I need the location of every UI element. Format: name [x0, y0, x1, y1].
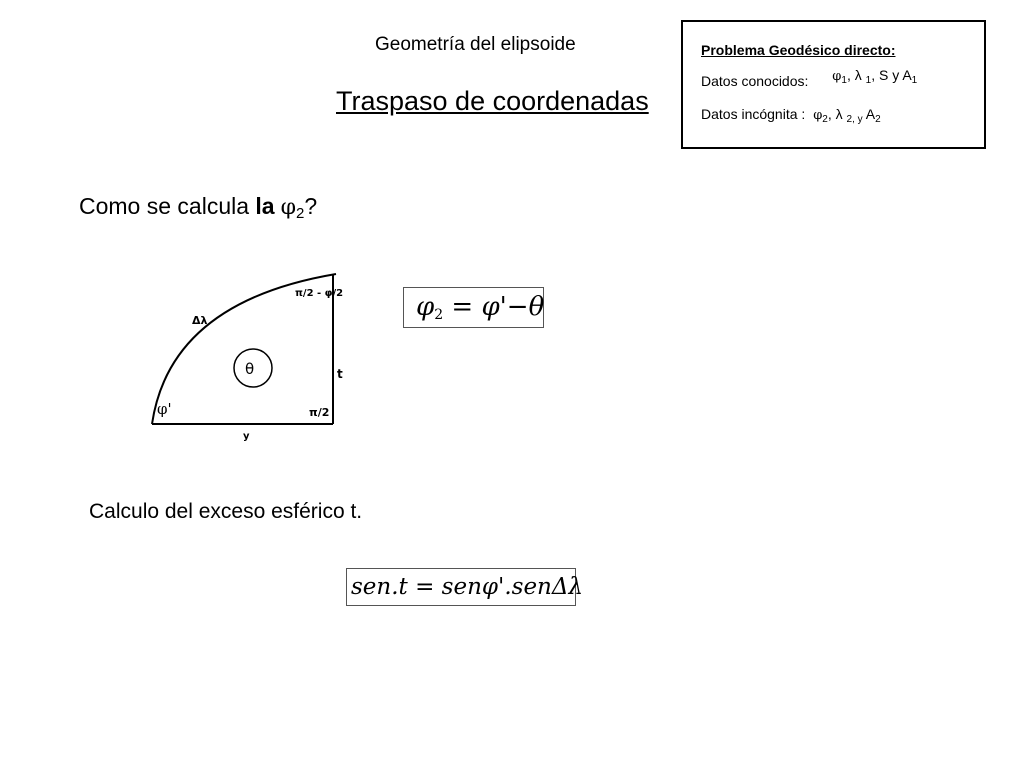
pi-half-label: π/2: [309, 406, 330, 419]
known-values: $\varphi_1$, λ $_1$, S y $A_1$: [832, 67, 918, 86]
y-label: y: [243, 431, 250, 442]
sen-formula-box: sen.t = senφ'.senΔλ: [346, 568, 576, 606]
known-data-line: [701, 67, 918, 92]
question-bold: la: [255, 193, 275, 219]
t-label: t: [337, 367, 343, 381]
phi-formula-box: φ2 = φ'−θ: [403, 287, 544, 328]
question-text: Como se calcula la φ2?: [79, 193, 318, 222]
theta-label: θ: [245, 360, 255, 378]
known-label: Datos conocidos:: [701, 73, 809, 89]
unknown-label: Datos incógnita :: [701, 106, 806, 122]
phi-prime-label: φ': [157, 400, 172, 418]
spherical-excess-heading: Calculo del exceso esférico t.: [89, 500, 363, 523]
spherical-triangle-diagram: [140, 262, 360, 462]
subtitle-text: Geometría del elipsoide: [375, 34, 576, 55]
problem-heading: Problema Geodésico directo:: [701, 42, 896, 58]
unknown-data-line: [701, 106, 881, 125]
slide-title: Traspaso de coordenadas: [336, 86, 649, 116]
unknown-values: $\varphi_2$, λ $_{2, y}$ $A_2$: [813, 106, 881, 125]
delta-lambda-label: Δλ: [192, 314, 208, 327]
pi-half-minus-label: π/2 - φ/2: [295, 288, 344, 299]
problem-box: [681, 20, 986, 149]
